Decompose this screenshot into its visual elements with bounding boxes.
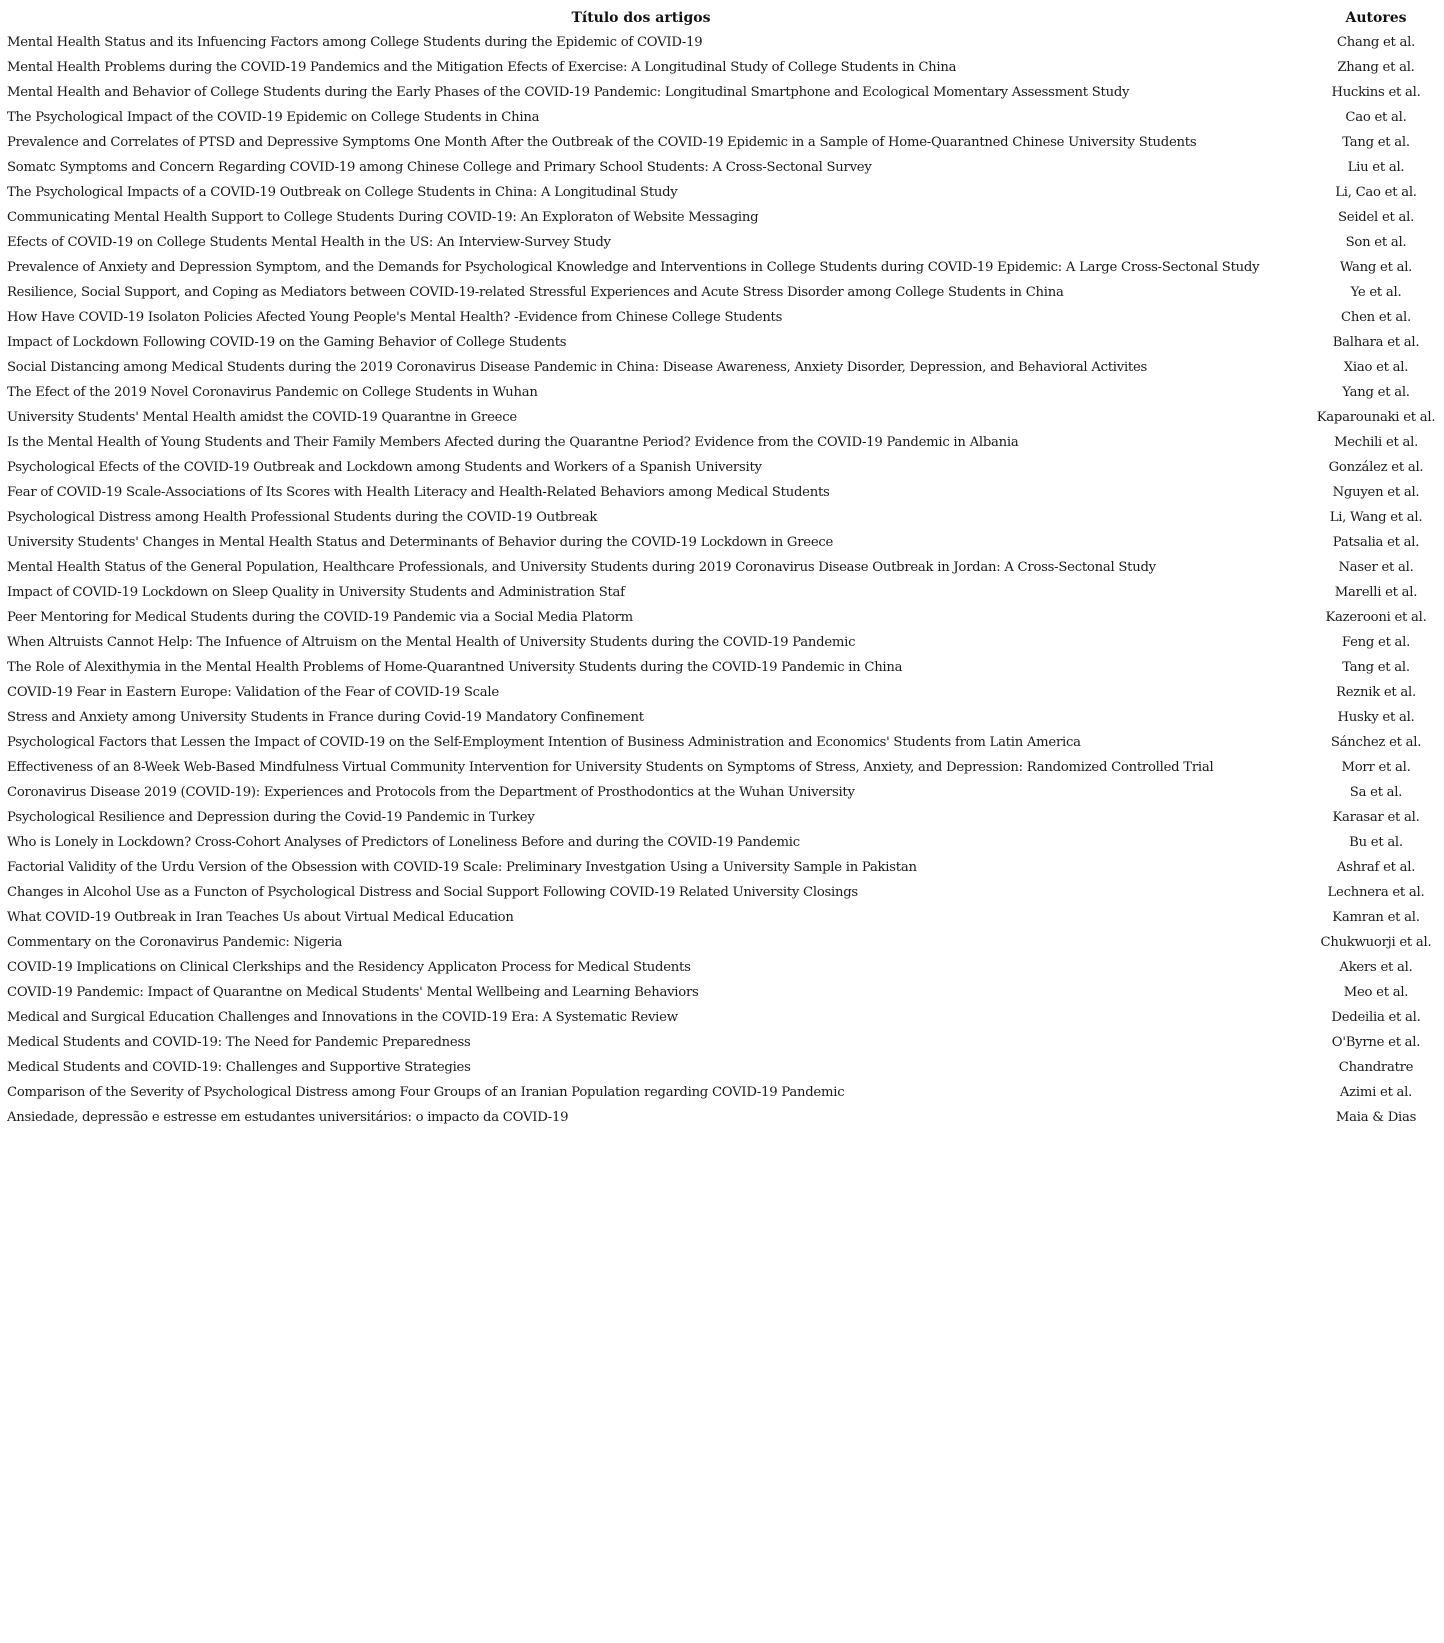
table-row [7,155,1437,180]
table-row [7,105,1437,130]
article-title-cell: How Have COVID-19 Isolaton Policies Afected Young People's Mental Health? -Evidence from Chinese College Students [7,310,783,325]
table-row [7,580,1437,605]
article-title-cell: Prevalence and Correlates of PTSD and Depressive Symptoms One Month After the Outbreak of the COVID-19 Epidemic in a Sample of Home-Quarantned Chinese University Students [7,135,1197,150]
article-title-cell: Mental Health Status and its Infuencing Factors among College Students during the Epidemic of COVID-19 [7,35,703,50]
article-title-cell: Mental Health Problems during the COVID-19 Pandemics and the Mitigation Efects of Exercise: A Longitudinal Study of College Students in China [7,60,957,75]
article-authors-cell: Azimi et al. [1339,1085,1413,1100]
article-authors-cell: Meo et al. [1343,985,1409,1000]
article-title-cell: Ansiedade, depressão e estresse em estudantes universitários: o impacto da COVID-19 [7,1110,569,1125]
table-row [7,930,1437,955]
article-title-cell: The Efect of the 2019 Novel Coronavirus Pandemic on College Students in Wuhan [7,385,538,400]
table-row [7,1105,1437,1130]
table-row [7,780,1437,805]
article-title-cell: The Psychological Impacts of a COVID-19 Outbreak on College Students in China: A Longitudinal Study [7,185,678,200]
table-row [7,555,1437,580]
table-row [7,480,1437,505]
article-authors-cell: Zhang et al. [1337,60,1415,75]
article-authors-cell: Kaparounaki et al. [1316,410,1436,425]
table-row [7,530,1437,555]
table-row [7,180,1437,205]
article-title-cell: Medical and Surgical Education Challenges and Innovations in the COVID-19 Era: A Systematic Review [7,1010,678,1025]
article-authors-cell: Li, Wang et al. [1329,510,1423,525]
article-authors-cell: Mechili et al. [1333,435,1419,450]
article-authors-cell: Maia & Dias [1335,1110,1417,1125]
article-title-cell: Fear of COVID-19 Scale-Associations of Its Scores with Health Literacy and Health-Related Behaviors among Medical Students [7,485,830,500]
article-title-cell: Resilience, Social Support, and Coping as Mediators between COVID-19-related Stressful Experiences and Acute Stress Disorder among College Students in China [7,285,1064,300]
article-authors-cell: Ashraf et al. [1336,860,1416,875]
table-row [7,905,1437,930]
document-page [7,5,1437,1130]
table-row [7,80,1437,105]
article-authors-cell: Kazerooni et al. [1325,610,1427,625]
table-row [7,805,1437,830]
article-title-cell: Impact of Lockdown Following COVID-19 on the Gaming Behavior of College Students [7,335,567,350]
header-row [7,5,1437,30]
article-title-cell: Efects of COVID-19 on College Students Mental Health in the US: An Interview-Survey Study [7,235,611,250]
article-authors-cell: Li, Cao et al. [1335,185,1417,200]
article-authors-cell: Seidel et al. [1337,210,1415,225]
article-authors-cell: Wang et al. [1339,260,1413,275]
article-title-cell: Psychological Efects of the COVID-19 Outbreak and Lockdown among Students and Workers of a Spanish University [7,460,762,475]
table-row [7,230,1437,255]
article-title-cell: COVID-19 Fear in Eastern Europe: Validation of the Fear of COVID-19 Scale [7,685,499,700]
article-authors-cell: Tang et al. [1342,660,1410,675]
table-row [7,730,1437,755]
table-row [7,505,1437,530]
article-title-cell: COVID-19 Implications on Clinical Clerkships and the Residency Applicaton Process for Medical Students [7,960,691,975]
article-title-cell: Psychological Distress among Health Professional Students during the COVID-19 Outbreak [7,510,598,525]
table-row [7,605,1437,630]
table-row [7,1080,1437,1105]
article-authors-cell: Chen et al. [1341,310,1411,325]
table-row [7,1055,1437,1080]
table-row [7,130,1437,155]
table-row [7,880,1437,905]
article-authors-cell: Sa et al. [1349,785,1403,800]
article-title-cell: Impact of COVID-19 Lockdown on Sleep Quality in University Students and Administration Staf [7,585,625,600]
article-authors-cell: Nguyen et al. [1332,485,1420,500]
article-title-cell: Coronavirus Disease 2019 (COVID-19): Experiences and Protocols from the Department of Prosthodontics at the Wuhan University [7,785,855,800]
article-authors-cell: O'Byrne et al. [1331,1035,1421,1050]
article-title-cell: The Role of Alexithymia in the Mental Health Problems of Home-Quarantned University Students during the COVID-19 Pandemic in China [7,660,903,675]
table-row [7,30,1437,55]
table-row [7,330,1437,355]
article-title-cell: When Altruists Cannot Help: The Infuence of Altruism on the Mental Health of University Students during the COVID-19 Pandemic [7,635,856,650]
article-authors-cell: Huckins et al. [1331,85,1421,100]
table-row [7,855,1437,880]
table-row [7,430,1437,455]
table-row [7,305,1437,330]
table-row [7,830,1437,855]
article-authors-cell: Chukwuorji et al. [1320,935,1432,950]
article-authors-cell: Husky et al. [1337,710,1415,725]
article-authors-cell: Patsalia et al. [1332,535,1420,550]
article-title-cell: Social Distancing among Medical Students during the 2019 Coronavirus Disease Pandemic in China: Disease Awareness, Anxiety Disorder, Depression, and Behavioral Activites [7,360,1148,375]
table-row [7,705,1437,730]
table-row [7,1030,1437,1055]
article-title-cell: Communicating Mental Health Support to College Students During COVID-19: An Exploraton of Website Messaging [7,210,759,225]
table-row [7,55,1437,80]
table-row [7,380,1437,405]
article-authors-cell: Ye et al. [1350,285,1402,300]
table-header [7,5,1437,30]
article-authors-cell: Morr et al. [1341,760,1411,775]
article-authors-cell: Sánchez et al. [1330,735,1422,750]
table-row [7,980,1437,1005]
table-row [7,405,1437,430]
article-title-cell: The Psychological Impact of the COVID-19 Epidemic on College Students in China [7,110,540,125]
table-row [7,355,1437,380]
article-authors-cell: Yang et al. [1342,385,1410,400]
article-title-cell: Effectiveness of an 8-Week Web-Based Mindfulness Virtual Community Intervention for University Students on Symptoms of Stress, Anxiety, and Depression: Randomized Controlled Trial [7,760,1214,775]
table-row [7,455,1437,480]
article-authors-cell: Dedeilia et al. [1331,1010,1421,1025]
article-title-cell: Changes in Alcohol Use as a Functon of Psychological Distress and Social Support Following COVID-19 Related University Closings [7,885,858,900]
article-title-cell: Psychological Resilience and Depression during the Covid-19 Pandemic in Turkey [7,810,535,825]
table-row [7,955,1437,980]
article-title-cell: Commentary on the Coronavirus Pandemic: Nigeria [7,935,343,950]
article-authors-cell: Tang et al. [1342,135,1410,150]
article-title-cell: COVID-19 Pandemic: Impact of Quarantne on Medical Students' Mental Wellbeing and Learning Behaviors [7,985,699,1000]
table-row [7,205,1437,230]
article-authors-cell: Marelli et al. [1334,585,1418,600]
table-body [7,30,1437,1130]
column-header-authors: Autores [1345,9,1407,26]
article-title-cell: University Students' Changes in Mental Health Status and Determinants of Behavior during the COVID-19 Lockdown in Greece [7,535,834,550]
article-title-cell: Prevalence of Anxiety and Depression Symptom, and the Demands for Psychological Knowledge and Interventions in College Students during COVID-19 Epidemic: A Large Cross-Sectonal Study [7,260,1260,275]
table-row [7,755,1437,780]
article-title-cell: Medical Students and COVID-19: Challenges and Supportive Strategies [7,1060,471,1075]
table-row [7,680,1437,705]
article-authors-cell: Lechnera et al. [1327,885,1425,900]
table-row [7,655,1437,680]
article-authors-cell: Akers et al. [1339,960,1413,975]
article-title-cell: Mental Health Status of the General Population, Healthcare Professionals, and University Students during 2019 Coronavirus Disease Outbreak in Jordan: A Cross-Sectonal Study [7,560,1156,575]
article-title-cell: Peer Mentoring for Medical Students during the COVID-19 Pandemic via a Social Media Platorm [7,610,633,625]
article-title-cell: University Students' Mental Health amidst the COVID-19 Quarantne in Greece [7,410,517,425]
article-title-cell: Mental Health and Behavior of College Students during the Early Phases of the COVID-19 Pandemic: Longitudinal Smartphone and Ecological Momentary Assessment Study [7,85,1130,100]
article-authors-cell: Liu et al. [1347,160,1405,175]
article-title-cell: Psychological Factors that Lessen the Impact of COVID-19 on the Self-Employment Intention of Business Administration and Economics' Students from Latin America [7,735,1081,750]
article-authors-cell: Chandratre [1338,1060,1414,1075]
column-header-title: Título dos artigos [571,9,711,26]
article-authors-cell: Naser et al. [1338,560,1414,575]
article-authors-cell: Kamran et al. [1332,910,1420,925]
article-title-cell: What COVID-19 Outbreak in Iran Teaches Us about Virtual Medical Education [7,910,514,925]
article-title-cell: Who is Lonely in Lockdown? Cross-Cohort Analyses of Predictors of Loneliness Before and during the COVID-19 Pandemic [7,835,800,850]
article-authors-cell: Bu et al. [1349,835,1403,850]
article-authors-cell: Balhara et al. [1332,335,1420,350]
table-row [7,630,1437,655]
article-authors-cell: Son et al. [1345,235,1407,250]
article-authors-cell: Xiao et al. [1343,360,1409,375]
articles-table [7,5,1437,1130]
article-authors-cell: González et al. [1328,460,1424,475]
table-row [7,255,1437,280]
table-row [7,280,1437,305]
article-title-cell: Is the Mental Health of Young Students and Their Family Members Afected during the Quarantne Period? Evidence from the COVID-19 Pandemic in Albania [7,435,1019,450]
article-authors-cell: Chang et al. [1336,35,1416,50]
article-title-cell: Medical Students and COVID-19: The Need for Pandemic Preparedness [7,1035,471,1050]
article-title-cell: Comparison of the Severity of Psychological Distress among Four Groups of an Iranian Population regarding COVID-19 Pandemic [7,1085,845,1100]
table-row [7,1005,1437,1030]
article-title-cell: Factorial Validity of the Urdu Version of the Obsession with COVID-19 Scale: Preliminary Investgation Using a University Sample in Pakistan [7,860,917,875]
article-authors-cell: Feng et al. [1341,635,1411,650]
article-title-cell: Somatc Symptoms and Concern Regarding COVID-19 among Chinese College and Primary School Students: A Cross-Sectonal Survey [7,160,872,175]
article-authors-cell: Reznik et al. [1336,685,1416,700]
article-title-cell: Stress and Anxiety among University Students in France during Covid-19 Mandatory Confinement [7,710,644,725]
article-authors-cell: Karasar et al. [1332,810,1420,825]
article-authors-cell: Cao et al. [1345,110,1407,125]
